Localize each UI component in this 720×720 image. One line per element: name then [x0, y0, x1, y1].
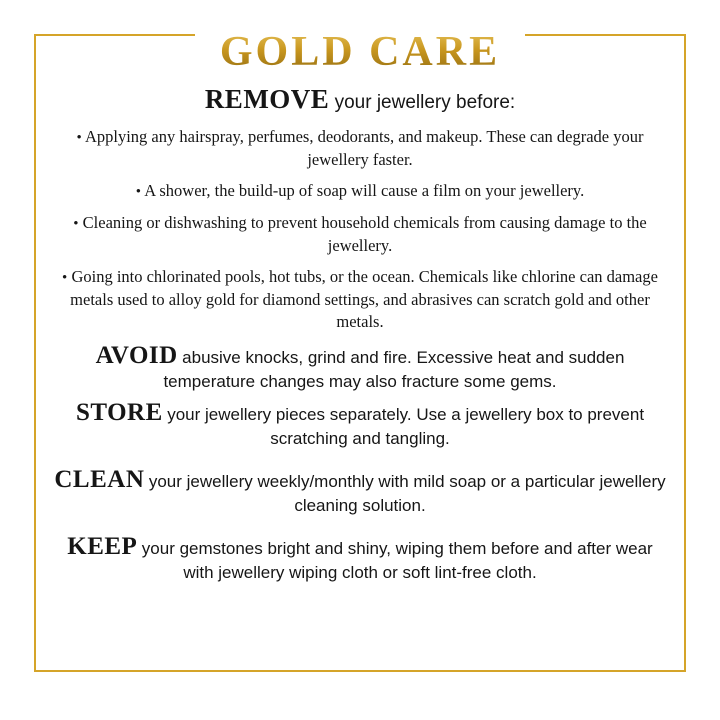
remove-keyword: REMOVE	[204, 84, 330, 114]
section-keep	[50, 533, 670, 584]
remove-lead-text: your jewellery before:	[334, 92, 516, 113]
store-text: your jewellery pieces separately. Use a jewellery box to prevent scratching and tangling.	[167, 405, 645, 448]
care-instructions	[50, 86, 670, 660]
spacer	[50, 454, 670, 460]
section-store	[50, 399, 670, 450]
bullet-icon: •	[135, 184, 142, 200]
store-keyword: STORE	[75, 399, 163, 426]
bullet-icon: •	[62, 270, 68, 286]
list-item-text: Applying any hairspray, perfumes, deodorants, and makeup. These can degrade your jewellery faster.	[84, 127, 644, 169]
keep-text: your gemstones bright and shiny, wiping them before and after wear with jewellery wiping cloth or soft lint-free cloth.	[141, 539, 653, 582]
list-item	[50, 212, 670, 257]
list-item	[50, 180, 670, 203]
clean-text: your jewellery weekly/monthly with mild soap or a particular jewellery cleaning solution.	[148, 472, 666, 515]
list-item	[50, 126, 670, 171]
list-item	[50, 266, 670, 333]
section-avoid	[50, 342, 670, 393]
remove-bullet-list	[50, 126, 670, 333]
clean-keyword: CLEAN	[54, 466, 145, 493]
remove-heading	[50, 86, 670, 116]
avoid-text: abusive knocks, grind and fire. Excessive heat and sudden temperature changes may also fracture some gems.	[163, 348, 625, 391]
list-item-text: Cleaning or dishwashing to prevent household chemicals from causing damage to the jewellery.	[82, 213, 647, 255]
list-item-text: Going into chlorinated pools, hot tubs, or the ocean. Chemicals like chlorine can damage metals used to alloy gold for diamond settings, and abrasives can scratch gold and other metals.	[70, 267, 658, 331]
spacer	[50, 521, 670, 527]
bullet-icon: •	[76, 130, 82, 146]
section-clean	[50, 466, 670, 517]
page-title: GOLD CARE	[0, 28, 720, 76]
list-item-text: A shower, the build-up of soap will cause a film on your jewellery.	[144, 181, 585, 200]
keep-keyword: KEEP	[67, 533, 138, 560]
bullet-icon: •	[73, 216, 79, 232]
avoid-keyword: AVOID	[95, 342, 178, 369]
